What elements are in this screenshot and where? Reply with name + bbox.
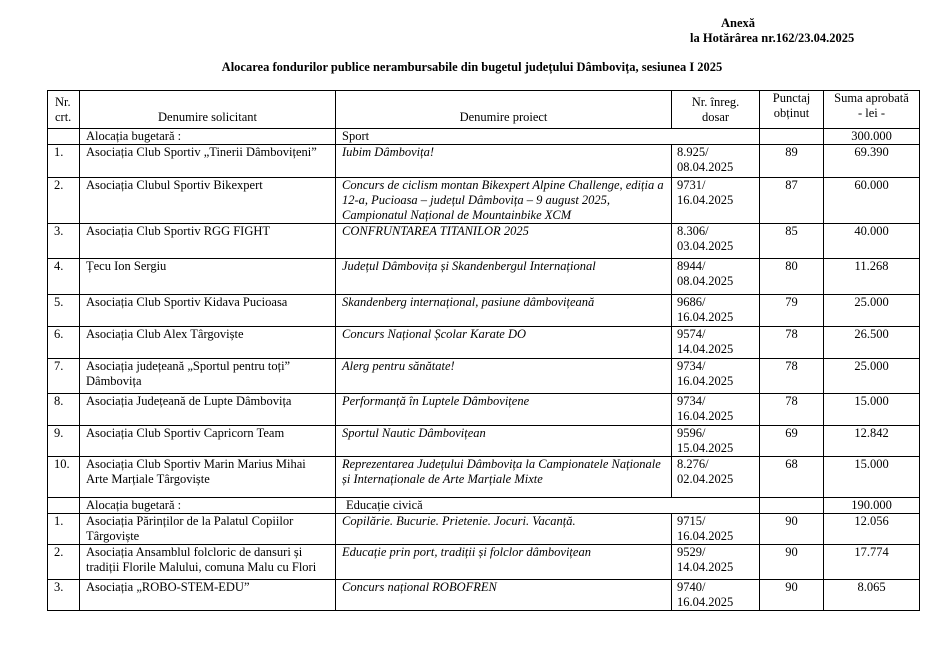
section-label: Alocația bugetară : (80, 498, 336, 514)
cell-suma: 15.000 (824, 394, 920, 426)
cell-nr: 2. (48, 545, 80, 580)
cell-punctaj: 78 (760, 359, 824, 394)
cell-suma: 26.500 (824, 327, 920, 359)
cell-nr: 5. (48, 295, 80, 327)
cell-proiect: Iubim Dâmbovița! (336, 145, 672, 178)
cell-proiect: Alerg pentru sănătate! (336, 359, 672, 394)
cell-suma: 69.390 (824, 145, 920, 178)
cell-nr: 9. (48, 426, 80, 457)
header-solicitant: Denumire solicitant (80, 91, 336, 129)
cell-punctaj: 90 (760, 580, 824, 611)
cell-nr: 1. (48, 514, 80, 545)
allocation-table (47, 90, 920, 611)
cell-proiect: Educație prin port, tradiții și folclor dâmbovițean (336, 545, 672, 580)
cell-solicitant: Asociația Județeană de Lupte Dâmbovița (80, 394, 336, 426)
cell-suma: 12.842 (824, 426, 920, 457)
cell-proiect: CONFRUNTAREA TITANILOR 2025 (336, 224, 672, 259)
table-row (48, 426, 920, 457)
table-row (48, 394, 920, 426)
table-row (48, 224, 920, 259)
cell-punctaj: 89 (760, 145, 824, 178)
table-header-row (48, 91, 920, 129)
section-category: Sport (336, 129, 672, 145)
cell-suma: 17.774 (824, 545, 920, 580)
cell-punctaj: 85 (760, 224, 824, 259)
header-nr-crt: Nr. crt. (48, 91, 80, 129)
cell-proiect: Copilărie. Bucurie. Prietenie. Jocuri. Vacanță. (336, 514, 672, 545)
annex-reference: la Hotărârea nr.162/23.04.2025 (690, 31, 855, 45)
cell-punctaj: 79 (760, 295, 824, 327)
cell-proiect: Concurs Național Școlar Karate DO (336, 327, 672, 359)
table-row (48, 457, 920, 498)
cell-suma: 40.000 (824, 224, 920, 259)
cell-punctaj: 87 (760, 178, 824, 224)
section-nr-empty (48, 129, 80, 145)
cell-proiect: Concurs de ciclism montan Bikexpert Alpine Challenge, ediția a 12-a, Pucioasa – județul Dâmbovița – 9 august 2025, Campionatul Național de Mountainbike XCM (336, 178, 672, 224)
header-suma: Suma aprobată - lei - (824, 91, 920, 129)
table-row (48, 545, 920, 580)
cell-punctaj: 90 (760, 514, 824, 545)
table-row (48, 580, 920, 611)
section-label: Alocația bugetară : (80, 129, 336, 145)
cell-solicitant: Asociația Club Alex Târgoviște (80, 327, 336, 359)
cell-dosar: 9686/ 16.04.2025 (672, 295, 760, 327)
table-row (48, 145, 920, 178)
table-row (48, 259, 920, 295)
cell-punctaj: 80 (760, 259, 824, 295)
cell-punctaj: 78 (760, 394, 824, 426)
cell-solicitant: Țecu Ion Sergiu (80, 259, 336, 295)
cell-proiect: Performanță în Luptele Dâmbovițene (336, 394, 672, 426)
cell-punctaj: 90 (760, 545, 824, 580)
cell-dosar: 9731/ 16.04.2025 (672, 178, 760, 224)
section-total: 190.000 (824, 498, 920, 514)
cell-proiect: Reprezentarea Județului Dâmbovița la Campionatele Naționale și Internaționale de Arte Marțiale Mixte (336, 457, 672, 498)
table-row (48, 295, 920, 327)
section-nr-empty (48, 498, 80, 514)
section-dosar-empty (672, 129, 760, 145)
cell-dosar: 8.306/ 03.04.2025 (672, 224, 760, 259)
cell-nr: 3. (48, 224, 80, 259)
section-dosar-empty (672, 498, 760, 514)
cell-nr: 2. (48, 178, 80, 224)
cell-solicitant: Asociația Club Sportiv Kidava Pucioasa (80, 295, 336, 327)
section-total: 300.000 (824, 129, 920, 145)
cell-suma: 12.056 (824, 514, 920, 545)
cell-solicitant: Asociația Părinților de la Palatul Copiilor Târgoviște (80, 514, 336, 545)
cell-nr: 8. (48, 394, 80, 426)
cell-nr: 1. (48, 145, 80, 178)
cell-suma: 11.268 (824, 259, 920, 295)
header-proiect: Denumire proiect (336, 91, 672, 129)
cell-suma: 8.065 (824, 580, 920, 611)
cell-dosar: 9596/ 15.04.2025 (672, 426, 760, 457)
cell-solicitant: Asociația Club Sportiv Capricorn Team (80, 426, 336, 457)
section-row-educatie-civica (48, 498, 920, 514)
cell-dosar: 9715/ 16.04.2025 (672, 514, 760, 545)
header-dosar: Nr. înreg. dosar (672, 91, 760, 129)
section-punctaj-empty (760, 498, 824, 514)
table-row (48, 178, 920, 224)
cell-dosar: 8944/ 08.04.2025 (672, 259, 760, 295)
cell-dosar: 9740/ 16.04.2025 (672, 580, 760, 611)
cell-solicitant: Asociația Clubul Sportiv Bikexpert (80, 178, 336, 224)
cell-punctaj: 69 (760, 426, 824, 457)
cell-solicitant: Asociația „ROBO-STEM-EDU” (80, 580, 336, 611)
cell-dosar: 8.925/ 08.04.2025 (672, 145, 760, 178)
cell-punctaj: 68 (760, 457, 824, 498)
cell-solicitant: Asociația Ansamblul folcloric de dansuri și tradiții Florile Malului, comuna Malu cu Flori (80, 545, 336, 580)
cell-punctaj: 78 (760, 327, 824, 359)
cell-solicitant: Asociația Club Sportiv „Tinerii Dâmbovițeni” (80, 145, 336, 178)
cell-suma: 25.000 (824, 359, 920, 394)
table-row (48, 514, 920, 545)
cell-nr: 3. (48, 580, 80, 611)
cell-dosar: 9529/ 14.04.2025 (672, 545, 760, 580)
table-row (48, 327, 920, 359)
header-punctaj: Punctaj obținut (760, 91, 824, 129)
section-category: Educație civică (336, 498, 672, 514)
cell-solicitant: Asociația Club Sportiv Marin Marius Mihai Arte Marțiale Târgoviște (80, 457, 336, 498)
cell-proiect: Județul Dâmbovița și Skandenbergul Internațional (336, 259, 672, 295)
cell-suma: 60.000 (824, 178, 920, 224)
cell-suma: 15.000 (824, 457, 920, 498)
cell-suma: 25.000 (824, 295, 920, 327)
document-title: Alocarea fondurilor publice nerambursabile din bugetul județului Dâmbovița, sesiunea I 2025 (221, 60, 723, 74)
cell-proiect: Skandenberg internațional, pasiune dâmbovițeană (336, 295, 672, 327)
cell-dosar: 8.276/ 02.04.2025 (672, 457, 760, 498)
cell-proiect: Concurs național ROBOFREN (336, 580, 672, 611)
cell-solicitant: Asociația Club Sportiv RGG FIGHT (80, 224, 336, 259)
cell-proiect: Sportul Nautic Dâmbovițean (336, 426, 672, 457)
cell-dosar: 9734/ 16.04.2025 (672, 359, 760, 394)
cell-nr: 10. (48, 457, 80, 498)
cell-solicitant: Asociația județeană „Sportul pentru toți” Dâmbovița (80, 359, 336, 394)
cell-dosar: 9734/ 16.04.2025 (672, 394, 760, 426)
cell-dosar: 9574/ 14.04.2025 (672, 327, 760, 359)
section-row-sport (48, 129, 920, 145)
section-punctaj-empty (760, 129, 824, 145)
table-row (48, 359, 920, 394)
cell-nr: 4. (48, 259, 80, 295)
cell-nr: 6. (48, 327, 80, 359)
cell-nr: 7. (48, 359, 80, 394)
annex-title: Anexă (721, 16, 756, 30)
